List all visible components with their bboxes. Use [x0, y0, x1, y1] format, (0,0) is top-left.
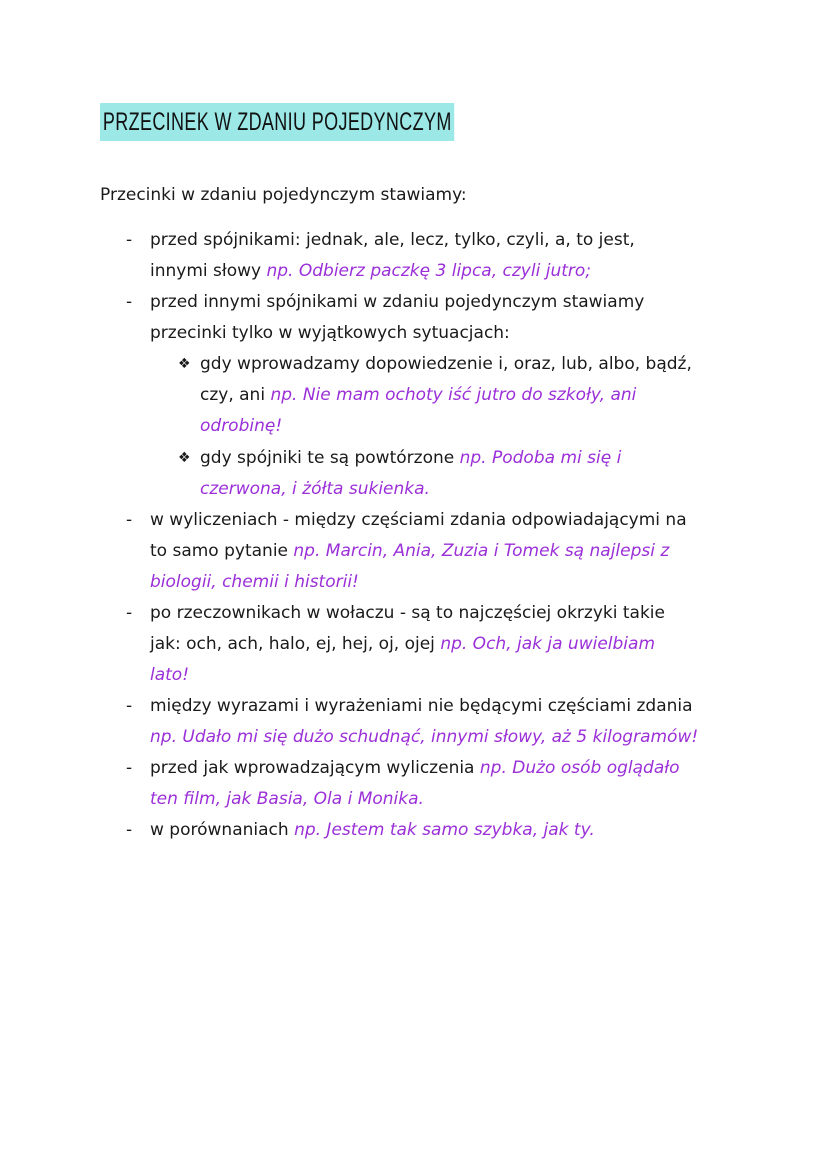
intro-text: Przecinki w zdaniu pojedynczym stawiamy:: [100, 185, 467, 205]
sub-rule-line: [200, 380, 636, 411]
example-text: ten film, jak Basia, Ola i Monika.: [150, 789, 424, 809]
page-title: PRZECINEK W ZDANIU POJEDYNCZYM: [100, 103, 455, 141]
rule-line: w wyliczeniach - między częściami zdania odpowiadającymi na: [150, 510, 687, 530]
example-text: np. Dużo osób oglądało: [479, 758, 680, 778]
dash-bullet: -: [126, 758, 133, 778]
rule-text: w porównaniach: [150, 820, 295, 840]
rule-text: gdy spójniki te są powtórzone: [200, 448, 460, 468]
example-text: np. Och, jak ja uwielbiam: [440, 634, 656, 654]
rule-text: czy, ani: [200, 385, 271, 405]
diamond-bullet-icon: ❖: [178, 450, 191, 466]
example-text: lato!: [150, 665, 190, 685]
rule-line: [150, 536, 669, 567]
dash-bullet: -: [126, 603, 133, 623]
example-text: np. Marcin, Ania, Zuzia i Tomek są najlepsi z: [293, 541, 670, 561]
dash-bullet: -: [126, 292, 133, 312]
rule-text: to samo pytanie: [150, 541, 294, 561]
rule-text: jak: och, ach, halo, ej, hej, oj, ojej: [150, 634, 441, 654]
rule-line: przecinki tylko w wyjątkowych sytuacjach:: [150, 323, 510, 343]
example-text: czerwona, i żółta sukienka.: [200, 479, 430, 499]
example-text: np. Udało mi się dużo schudnąć, innymi słowy, aż 5 kilogramów!: [150, 727, 699, 747]
rule-line: [150, 629, 655, 660]
example-text: np. Odbierz paczkę 3 lipca, czyli jutro;: [266, 261, 591, 281]
rule-text: przed jak wprowadzającym wyliczenia: [150, 758, 480, 778]
rule-line: po rzeczownikach w wołaczu - są to najczęściej okrzyki takie: [150, 603, 665, 623]
example-text: biologii, chemii i historii!: [150, 572, 359, 592]
example-text: np. Jestem tak samo szybka, jak ty.: [294, 820, 595, 840]
dash-bullet: -: [126, 696, 133, 716]
example-text: np. Nie mam ochoty iść jutro do szkoły, ani: [270, 385, 637, 405]
rule-line: przed innymi spójnikami w zdaniu pojedynczym stawiamy: [150, 292, 645, 312]
rule-text: innymi słowy: [150, 261, 267, 281]
rule-line: przed spójnikami: jednak, ale, lecz, tylko, czyli, a, to jest,: [150, 230, 635, 250]
rule-line: między wyrazami i wyrażeniami nie będącymi częściami zdania: [150, 696, 693, 716]
dash-bullet: -: [126, 820, 133, 840]
dash-bullet: -: [126, 230, 133, 250]
dash-bullet: -: [126, 510, 133, 530]
sub-rule-line: gdy wprowadzamy dopowiedzenie i, oraz, lub, albo, bądź,: [200, 354, 692, 374]
example-text: np. Podoba mi się i: [459, 448, 622, 468]
rule-line: [150, 753, 680, 784]
example-text: odrobinę!: [200, 416, 283, 436]
sub-rule-line: [200, 443, 621, 474]
diamond-bullet-icon: ❖: [178, 356, 191, 372]
rule-line: [150, 256, 591, 287]
rule-line: [150, 815, 595, 846]
